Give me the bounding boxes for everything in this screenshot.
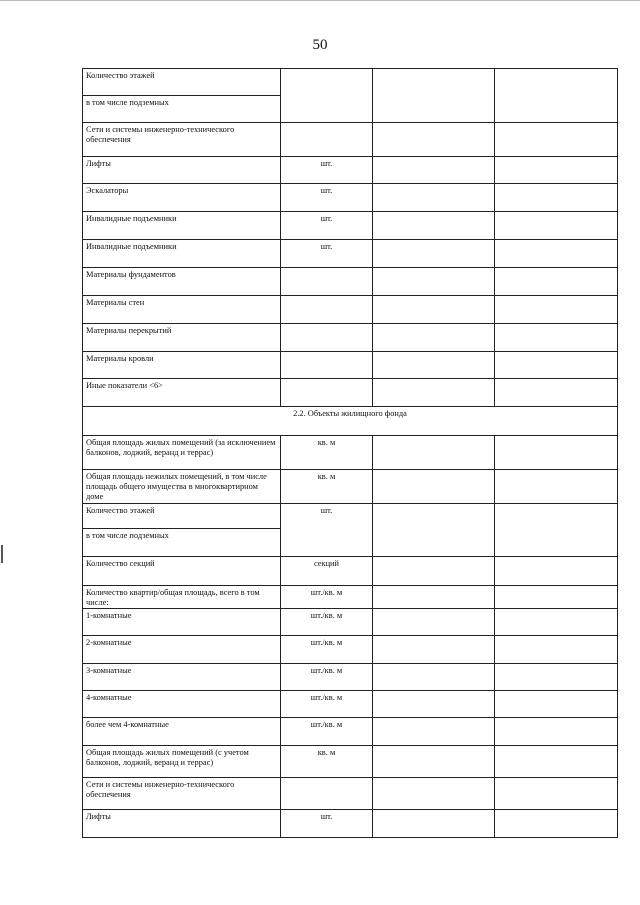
value-cell[interactable] bbox=[373, 609, 495, 636]
value-cell[interactable] bbox=[495, 504, 618, 557]
table-row bbox=[83, 636, 618, 664]
value-cell[interactable] bbox=[373, 691, 495, 718]
value-cell[interactable] bbox=[373, 324, 495, 352]
row-label: Количество секций bbox=[83, 557, 281, 586]
value-cell[interactable] bbox=[373, 436, 495, 470]
value-cell[interactable] bbox=[373, 157, 495, 184]
row-label: Сети и системы инженерно-технического обеспечения bbox=[83, 778, 281, 810]
table-row bbox=[83, 778, 618, 810]
value-cell[interactable] bbox=[373, 504, 495, 557]
row-unit: шт. bbox=[281, 240, 373, 268]
row-unit bbox=[281, 778, 373, 810]
row-unit: шт. bbox=[281, 157, 373, 184]
table-row bbox=[83, 664, 618, 691]
row-label: в том числе подземных bbox=[83, 529, 281, 557]
value-cell[interactable] bbox=[373, 557, 495, 586]
table-row bbox=[83, 268, 618, 296]
table-row bbox=[83, 609, 618, 636]
row-unit bbox=[281, 324, 373, 352]
row-unit bbox=[281, 352, 373, 379]
row-unit: шт./кв. м bbox=[281, 664, 373, 691]
row-unit bbox=[281, 69, 373, 123]
value-cell[interactable] bbox=[495, 268, 618, 296]
row-label: Материалы фундаментов bbox=[83, 268, 281, 296]
value-cell[interactable] bbox=[373, 664, 495, 691]
value-cell[interactable] bbox=[495, 379, 618, 407]
table-row bbox=[83, 379, 618, 407]
value-cell[interactable] bbox=[495, 557, 618, 586]
value-cell[interactable] bbox=[373, 184, 495, 212]
row-unit bbox=[281, 296, 373, 324]
value-cell[interactable] bbox=[495, 586, 618, 609]
section-header-row bbox=[83, 407, 618, 436]
row-label: Количество квартир/общая площадь, всего в том числе: bbox=[83, 586, 281, 609]
characteristics-table bbox=[82, 68, 618, 838]
row-label: 3-комнатные bbox=[83, 664, 281, 691]
value-cell[interactable] bbox=[373, 379, 495, 407]
row-label: Материалы стен bbox=[83, 296, 281, 324]
row-label: Общая площадь нежилых помещений, в том числе площадь общего имущества в многоквартирном доме bbox=[83, 470, 281, 504]
value-cell[interactable] bbox=[373, 69, 495, 123]
table-row bbox=[83, 352, 618, 379]
table-row bbox=[83, 810, 618, 838]
row-unit bbox=[281, 123, 373, 157]
table-row bbox=[83, 184, 618, 212]
table-row bbox=[83, 123, 618, 157]
value-cell[interactable] bbox=[373, 778, 495, 810]
row-unit: шт./кв. м bbox=[281, 691, 373, 718]
row-unit: шт./кв. м bbox=[281, 718, 373, 746]
row-label: Общая площадь жилых помещений (за исключением балконов, лоджий, веранд и террас) bbox=[83, 436, 281, 470]
row-label: Лифты bbox=[83, 157, 281, 184]
value-cell[interactable] bbox=[495, 636, 618, 664]
value-cell[interactable] bbox=[373, 212, 495, 240]
row-label: Материалы перекрытий bbox=[83, 324, 281, 352]
value-cell[interactable] bbox=[495, 184, 618, 212]
row-label: Количество этажей bbox=[83, 504, 281, 529]
value-cell[interactable] bbox=[373, 240, 495, 268]
row-unit: шт. bbox=[281, 810, 373, 838]
table-row bbox=[83, 557, 618, 586]
row-label: Количество этажей bbox=[83, 69, 281, 96]
table-row bbox=[83, 718, 618, 746]
row-label: Сети и системы инженерно-технического обеспечения bbox=[83, 123, 281, 157]
table-row bbox=[83, 586, 618, 609]
value-cell[interactable] bbox=[495, 240, 618, 268]
value-cell[interactable] bbox=[495, 778, 618, 810]
row-unit: шт./кв. м bbox=[281, 636, 373, 664]
value-cell[interactable] bbox=[495, 69, 618, 123]
row-unit: шт. bbox=[281, 184, 373, 212]
table-row bbox=[83, 212, 618, 240]
table-row bbox=[83, 504, 618, 529]
table-row bbox=[83, 240, 618, 268]
row-unit: кв. м bbox=[281, 436, 373, 470]
value-cell[interactable] bbox=[373, 586, 495, 609]
row-label: 1-комнатные bbox=[83, 609, 281, 636]
row-label: Инвалидные подъемники bbox=[83, 212, 281, 240]
table-row bbox=[83, 691, 618, 718]
table-row bbox=[83, 69, 618, 96]
value-cell[interactable] bbox=[495, 296, 618, 324]
row-unit: шт./кв. м bbox=[281, 586, 373, 609]
value-cell[interactable] bbox=[495, 718, 618, 746]
value-cell[interactable] bbox=[495, 436, 618, 470]
value-cell[interactable] bbox=[495, 123, 618, 157]
row-unit bbox=[281, 268, 373, 296]
row-unit: шт. bbox=[281, 504, 373, 557]
value-cell[interactable] bbox=[495, 609, 618, 636]
value-cell[interactable] bbox=[495, 664, 618, 691]
row-unit: шт. bbox=[281, 212, 373, 240]
section-title: 2.2. Объекты жилищного фонда bbox=[83, 407, 618, 436]
value-cell[interactable] bbox=[495, 324, 618, 352]
row-label: Лифты bbox=[83, 810, 281, 838]
row-label: Инвалидные подъемники bbox=[83, 240, 281, 268]
row-unit: шт./кв. м bbox=[281, 609, 373, 636]
value-cell[interactable] bbox=[373, 123, 495, 157]
table-row bbox=[83, 324, 618, 352]
row-label: в том числе подземных bbox=[83, 96, 281, 123]
value-cell[interactable] bbox=[495, 746, 618, 778]
row-unit: секций bbox=[281, 557, 373, 586]
value-cell[interactable] bbox=[373, 296, 495, 324]
row-label: 4-комнатные bbox=[83, 691, 281, 718]
table-row bbox=[83, 436, 618, 470]
row-label: Эскалаторы bbox=[83, 184, 281, 212]
value-cell[interactable] bbox=[373, 810, 495, 838]
value-cell[interactable] bbox=[495, 352, 618, 379]
row-label: более чем 4-комнатные bbox=[83, 718, 281, 746]
value-cell[interactable] bbox=[373, 470, 495, 504]
row-label: Материалы кровли bbox=[83, 352, 281, 379]
table-row bbox=[83, 470, 618, 504]
table-row bbox=[83, 296, 618, 324]
value-cell[interactable] bbox=[373, 718, 495, 746]
value-cell[interactable] bbox=[373, 352, 495, 379]
row-unit: кв. м bbox=[281, 470, 373, 504]
value-cell[interactable] bbox=[495, 810, 618, 838]
value-cell[interactable] bbox=[495, 212, 618, 240]
value-cell[interactable] bbox=[495, 691, 618, 718]
value-cell[interactable] bbox=[495, 157, 618, 184]
value-cell[interactable] bbox=[373, 636, 495, 664]
value-cell[interactable] bbox=[373, 268, 495, 296]
row-label: Общая площадь жилых помещений (с учетом балконов, лоджий, веранд и террас) bbox=[83, 746, 281, 778]
row-unit bbox=[281, 379, 373, 407]
row-unit: кв. м bbox=[281, 746, 373, 778]
scan-edge-mark bbox=[1, 545, 3, 563]
row-label: Иные показатели <6> bbox=[83, 379, 281, 407]
value-cell[interactable] bbox=[495, 470, 618, 504]
page-number: 50 bbox=[312, 37, 328, 53]
table-row bbox=[83, 746, 618, 778]
table-row bbox=[83, 157, 618, 184]
row-label: 2-комнатные bbox=[83, 636, 281, 664]
scan-top-edge bbox=[0, 0, 640, 1]
value-cell[interactable] bbox=[373, 746, 495, 778]
